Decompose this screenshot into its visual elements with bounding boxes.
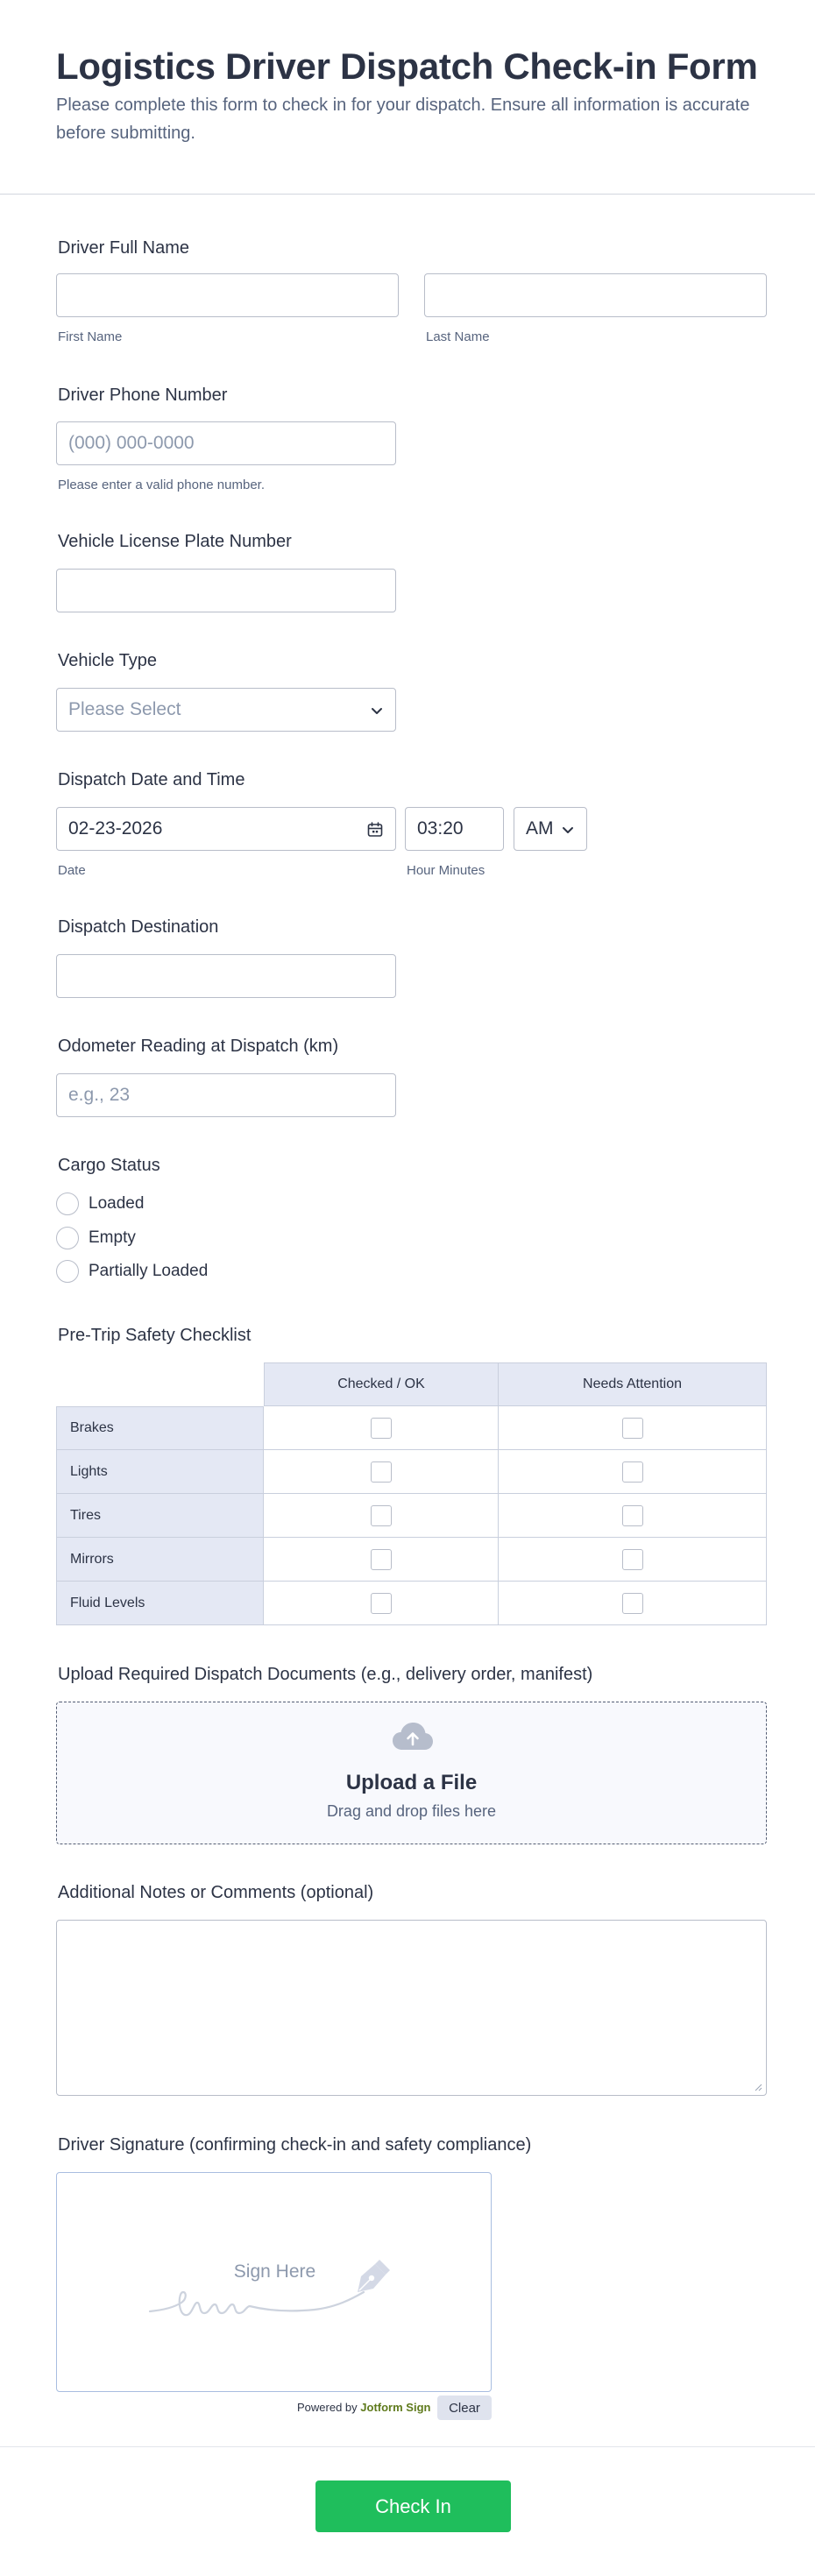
checkbox[interactable] <box>371 1418 392 1439</box>
notes-label: Additional Notes or Comments (optional) <box>58 1883 374 1902</box>
time-sublabel: Hour Minutes <box>407 863 485 878</box>
first-name-input[interactable] <box>56 273 399 317</box>
signature-placeholder: Sign Here <box>233 2261 316 2282</box>
dispatch-date-value: 02-23-2026 <box>68 818 163 839</box>
notes-textarea[interactable] <box>56 1920 767 2096</box>
date-sublabel: Date <box>58 863 86 878</box>
last-name-input[interactable] <box>424 273 767 317</box>
matrix-cell <box>499 1538 767 1582</box>
driver-name-label: Driver Full Name <box>58 238 190 258</box>
radio-button[interactable] <box>56 1192 79 1215</box>
license-plate-input[interactable] <box>56 569 396 612</box>
dispatch-time-value: 03:20 <box>417 818 464 839</box>
cargo-option-partially-loaded[interactable] <box>56 1259 208 1284</box>
powered-prefix: Powered by <box>297 2401 358 2414</box>
dispatch-date-input[interactable] <box>56 807 396 851</box>
checkbox[interactable] <box>622 1549 643 1570</box>
upload-title: Upload a File <box>345 1771 478 1794</box>
matrix-column-header: Checked / OK <box>264 1362 499 1406</box>
matrix-column-header: Needs Attention <box>499 1362 767 1406</box>
checkbox[interactable] <box>622 1461 643 1483</box>
powered-by-text <box>297 2401 430 2414</box>
dispatch-datetime-label: Dispatch Date and Time <box>58 770 245 789</box>
odometer-label: Odometer Reading at Dispatch (km) <box>58 1037 339 1056</box>
cloud-upload-icon <box>392 1722 434 1752</box>
signature-pad[interactable] <box>56 2172 492 2392</box>
signature-label: Driver Signature (confirming check-in and safety compliance) <box>58 2135 532 2155</box>
cargo-option-empty[interactable] <box>56 1226 136 1250</box>
matrix-cell <box>499 1450 767 1494</box>
destination-input[interactable] <box>56 954 396 998</box>
phone-hint: Please enter a valid phone number. <box>58 478 265 492</box>
footer-divider <box>0 2446 815 2447</box>
vehicle-type-select[interactable] <box>56 688 396 732</box>
form-title: Logistics Driver Dispatch Check-in Form <box>56 46 758 87</box>
cargo-option-loaded[interactable] <box>56 1192 144 1216</box>
radio-button[interactable] <box>56 1260 79 1283</box>
checkbox[interactable] <box>371 1549 392 1570</box>
phone-label: Driver Phone Number <box>58 386 228 405</box>
checkbox[interactable] <box>622 1418 643 1439</box>
matrix-row-label: Lights <box>56 1450 264 1494</box>
checkbox[interactable] <box>371 1593 392 1614</box>
matrix-row-label: Brakes <box>56 1406 264 1450</box>
odometer-input[interactable] <box>56 1073 396 1117</box>
radio-label: Partially Loaded <box>89 1262 209 1280</box>
calendar-icon[interactable] <box>366 821 384 839</box>
matrix-cell <box>264 1406 499 1450</box>
radio-label: Loaded <box>89 1194 145 1213</box>
checkbox[interactable] <box>371 1505 392 1526</box>
form-subtitle: Please complete this form to check in for your dispatch. Ensure all information is accurate before submitting. <box>56 96 750 143</box>
matrix-row-label: Mirrors <box>56 1538 264 1582</box>
ampm-value: AM <box>526 818 554 839</box>
check-in-submit-button[interactable]: Check In <box>315 2480 511 2532</box>
file-upload-dropzone[interactable] <box>56 1702 767 1844</box>
radio-label: Empty <box>89 1228 136 1247</box>
safety-checklist-matrix <box>56 1362 767 1625</box>
matrix-cell <box>499 1406 767 1450</box>
matrix-cell <box>264 1582 499 1625</box>
chevron-down-icon <box>369 703 385 718</box>
checklist-label: Pre-Trip Safety Checklist <box>58 1326 252 1345</box>
radio-button[interactable] <box>56 1227 79 1249</box>
plate-label: Vehicle License Plate Number <box>58 532 292 551</box>
upload-subtitle: Drag and drop files here <box>326 1802 497 1820</box>
clear-signature-button[interactable]: Clear <box>437 2396 492 2420</box>
checkbox[interactable] <box>622 1505 643 1526</box>
last-name-sublabel: Last Name <box>426 329 490 344</box>
matrix-row-label: Fluid Levels <box>56 1582 264 1625</box>
dispatch-time-input[interactable] <box>405 807 504 851</box>
checkbox[interactable] <box>371 1461 392 1483</box>
cargo-status-label: Cargo Status <box>58 1156 160 1175</box>
ampm-select[interactable] <box>514 807 587 851</box>
form-header <box>0 0 815 195</box>
destination-label: Dispatch Destination <box>58 917 219 937</box>
checkbox[interactable] <box>622 1593 643 1614</box>
matrix-cell <box>499 1494 767 1538</box>
resize-grip-icon[interactable] <box>754 2083 762 2091</box>
chevron-down-icon <box>560 822 576 838</box>
matrix-cell <box>264 1494 499 1538</box>
vehicle-type-selected: Please Select <box>68 699 181 719</box>
vehicle-type-label: Vehicle Type <box>58 651 158 670</box>
matrix-cell <box>264 1538 499 1582</box>
matrix-cell <box>499 1582 767 1625</box>
matrix-row-label: Tires <box>56 1494 264 1538</box>
phone-input[interactable] <box>56 421 396 465</box>
first-name-sublabel: First Name <box>58 329 123 344</box>
jotform-sign-brand: Jotform Sign <box>360 2401 431 2414</box>
matrix-cell <box>264 1450 499 1494</box>
upload-label: Upload Required Dispatch Documents (e.g., delivery order, manifest) <box>58 1665 593 1684</box>
